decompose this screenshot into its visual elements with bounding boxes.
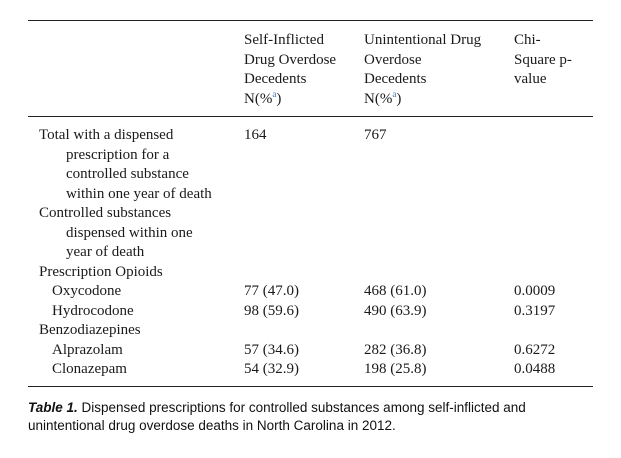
group-label: Prescription Opioids (39, 263, 163, 280)
header-line: Self-Inflicted (244, 32, 324, 48)
header-line: Unintentional Drug (364, 32, 482, 48)
header-n-label: N(%$^a$) (364, 88, 402, 107)
section-label: dispensed within one (66, 224, 193, 241)
row-label: controlled substance (66, 166, 189, 182)
cell-self-inflicted: 57 (34.6) (244, 341, 299, 358)
cell-p-value: 0.0488 (514, 361, 556, 377)
cell-unintentional: 490 (63.9) (364, 302, 427, 319)
cell-p-value: 0.6272 (514, 341, 556, 358)
header-line: Drug Overdose (244, 51, 337, 68)
drug-name: Clonazepam (52, 361, 127, 377)
table-caption (28, 399, 593, 435)
cell-self-inflicted: 164 (244, 127, 267, 143)
table-top-rule (28, 20, 593, 21)
cell-self-inflicted: 77 (47.0) (244, 283, 299, 299)
row-label: Total with a dispensed (39, 127, 174, 143)
cell-unintentional: 282 (36.8) (364, 341, 427, 358)
table-bottom-rule (28, 386, 593, 387)
header-line: Square p- (514, 51, 572, 68)
header-line: Decedents (244, 71, 307, 87)
section-label: year of death (66, 244, 145, 260)
cell-unintentional: 198 (25.8) (364, 361, 427, 377)
drug-name: Oxycodone (52, 283, 122, 299)
header-n-label: N(%$^a$) (244, 88, 282, 107)
caption-label: Table 1. (28, 400, 78, 415)
cell-p-value: 0.0009 (514, 283, 556, 299)
table-header-rule (28, 116, 593, 117)
row-label: within one year of death (66, 185, 212, 202)
cell-p-value: 0.3197 (514, 302, 556, 319)
drug-name: Hydrocodone (52, 302, 134, 319)
drug-name: Alprazolam (52, 341, 123, 358)
header-line: Chi- (514, 32, 541, 48)
cell-self-inflicted: 98 (59.6) (244, 302, 299, 319)
caption-text: Dispensed prescriptions for controlled substances among self-inflicted and unintentional drug overdose deaths in North Carolina in 2012. (28, 400, 526, 433)
section-label: Controlled substances (39, 205, 172, 221)
header-line: Decedents (364, 71, 427, 87)
cell-unintentional: 468 (61.0) (364, 283, 427, 299)
cell-self-inflicted: 54 (32.9) (244, 361, 299, 377)
cell-unintentional: 767 (364, 127, 387, 143)
group-label: Benzodiazepines (39, 322, 141, 338)
row-label: prescription for a (66, 146, 170, 163)
header-line: value (514, 71, 547, 87)
header-line: Overdose (364, 51, 422, 68)
